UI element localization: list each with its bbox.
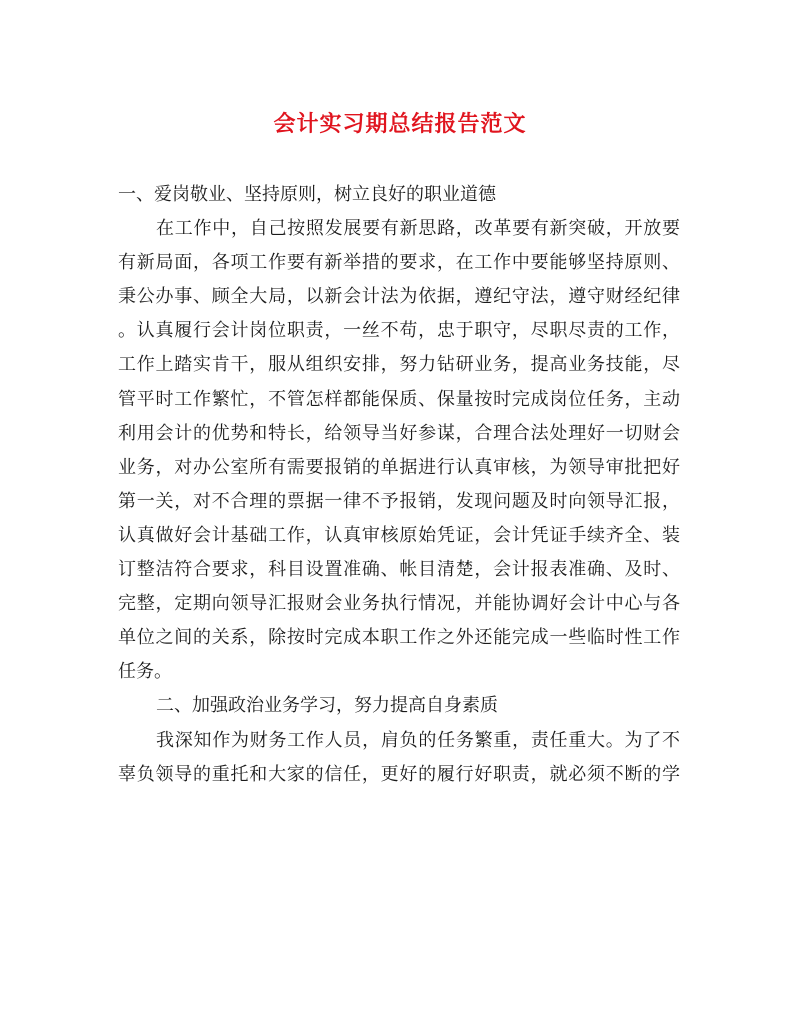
paragraph-line: 利用会计的优势和特长，给领导当好参谋，合理合法处理好一切财会: [118, 422, 680, 444]
paragraph-line: 在工作中，自己按照发展要有新思路，改革要有新突破，开放要: [156, 218, 680, 240]
paragraph-line: 任务。: [118, 661, 172, 683]
paragraph-line: 我深知作为财务工作人员，肩负的任务繁重，责任重大。为了不: [156, 729, 680, 751]
paragraph-line: 订整洁符合要求，科目设置准确、帐目清楚，会计报表准确、及时、: [118, 559, 680, 581]
document-title: 会计实习期总结报告范文: [273, 111, 527, 137]
paragraph-line: 业务，对办公室所有需要报销的单据进行认真审核，为领导审批把好: [118, 456, 680, 478]
paragraph-line: 单位之间的关系，除按时完成本职工作之外还能完成一些临时性工作: [118, 627, 680, 649]
paragraph-line: 完整，定期向领导汇报财会业务执行情况，并能协调好会计中心与各: [118, 593, 680, 615]
paragraph-line: 工作上踏实肯干，服从组织安排，努力钻研业务，提高业务技能，尽: [118, 354, 680, 376]
paragraph-line: 辜负领导的重托和大家的信任，更好的履行好职责，就必须不断的学: [118, 763, 680, 785]
paragraph-line: 有新局面，各项工作要有新举措的要求，在工作中要能够坚持原则、: [118, 252, 680, 274]
paragraph-line: 认真做好会计基础工作，认真审核原始凭证，会计凭证手续齐全、装: [118, 524, 680, 546]
paragraph-line: 秉公办事、顾全大局，以新会计法为依据，遵纪守法，遵守财经纪律: [118, 286, 680, 308]
document-body: [118, 178, 680, 792]
section-heading-1: 一、爱岗敬业、坚持原则，树立良好的职业道德: [118, 184, 496, 205]
section-heading-2: 二、加强政治业务学习，努力提高自身素质: [156, 695, 498, 717]
paragraph-line: 管平时工作繁忙，不管怎样都能保质、保量按时完成岗位任务，主动: [118, 388, 680, 410]
paragraph-line: 第一关，对不合理的票据一律不予报销，发现问题及时向领导汇报，: [118, 490, 680, 512]
paragraph-line: 。认真履行会计岗位职责，一丝不苟，忠于职守，尽职尽责的工作，: [118, 320, 680, 342]
